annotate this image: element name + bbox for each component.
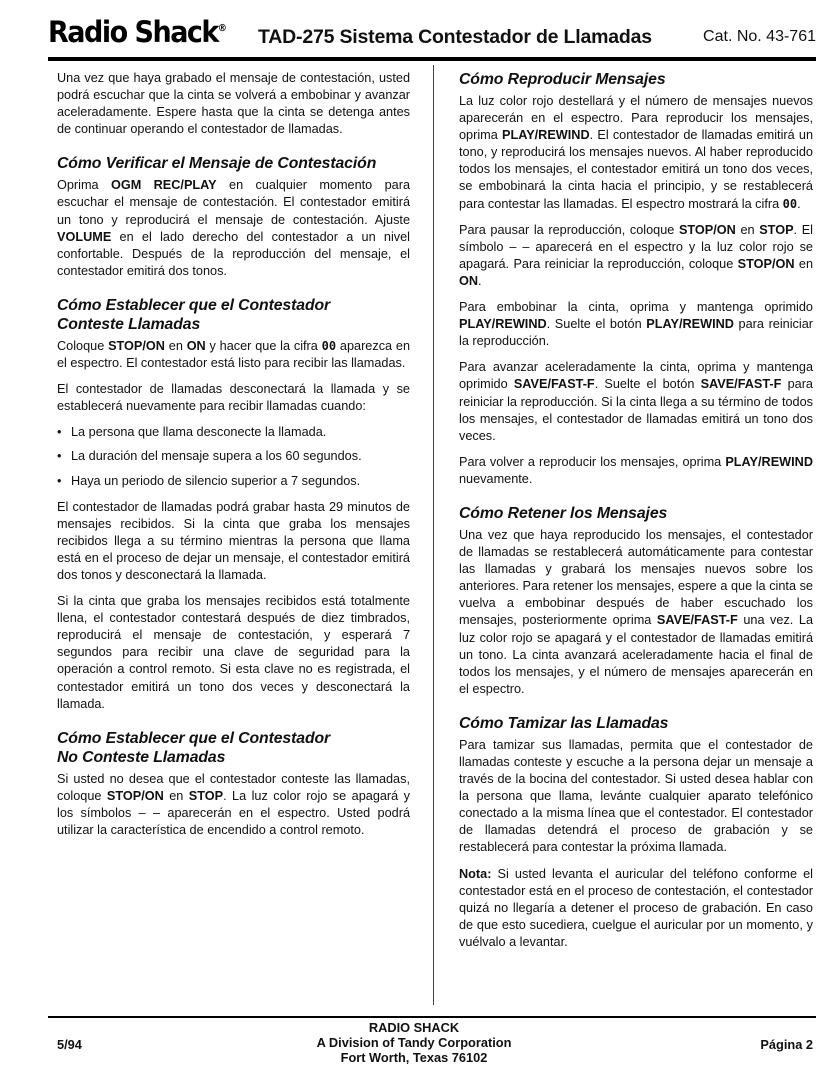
footer-date: 5/94: [57, 1037, 82, 1052]
footer-rule: [48, 1016, 816, 1018]
text: Para volver a reproducir los mensajes, oprima: [459, 454, 726, 469]
retener-paragraph: [459, 527, 813, 698]
key-label: STOP/ON: [106, 788, 164, 803]
heading-line: Cómo Establecer que el Contestador: [57, 296, 331, 314]
tamizar-paragraph: Para tamizar sus llamadas, permita que el contestador de llamadas conteste y escuche a la persona dejar un mensaje a través de la bocina del contestador. Si usted desea hablar con la persona que llama, levánte cualquier aparato telefónico conectado a la misma línea que el contestador. El contestador de llamadas detendrá el proceso de grabación y se restablecerá para contestar la próxima llamada.: [459, 737, 813, 855]
text: Si usted levanta el auricular del teléfono conforme el contestador está en el proceso de contestación, el contestador quizá no llegaría a detener el proceso de grabación. En caso de que esto sucediera, cuelgue el auricular por un momento, y vuélvalo a levantar.: [459, 866, 813, 949]
text: en: [794, 256, 814, 271]
text: en: [164, 338, 187, 353]
text: Coloque: [57, 338, 109, 353]
text: Una vez que haya reproducido los mensajes, el contestador de llamadas se restablecerá automáticamente para contestar las llamadas y grabará los mensajes nuevos sobre los anteriores. Para retener los mensajes, espere a que la cinta se vuelva a embobinar después de haber escuchado los mensajes, posteriormente oprima: [459, 527, 813, 628]
text: .: [797, 196, 801, 211]
heading-verificar: Cómo Verificar el Mensaje de Contestación: [57, 155, 377, 173]
radio-shack-logo: [48, 16, 227, 49]
heading-no-conteste: [57, 729, 410, 767]
key-label: OGM REC/PLAY: [110, 178, 217, 193]
registered-mark: ®: [217, 23, 227, 35]
key-label: SAVE/FAST-F: [700, 377, 782, 392]
text: Oprima: [57, 178, 111, 193]
text: Para avanzar aceleradamente la cinta, oprima y mantenga oprimido: [459, 360, 813, 392]
heading-retener: Cómo Retener los Mensajes: [459, 504, 668, 522]
key-label: PLAY/REWIND: [501, 128, 590, 143]
heading-line: Conteste Llamadas: [57, 315, 201, 333]
no-conteste-paragraph: [57, 771, 410, 839]
catalog-number: Cat. No. 43-761: [703, 28, 816, 45]
footer-company-block: [264, 1020, 564, 1065]
conteste-paragraph: [57, 338, 410, 372]
text: Si usted no desea que el contestador conteste las llamadas, coloque: [57, 771, 410, 803]
key-label: SAVE/FAST-F: [656, 613, 738, 628]
embobinar-paragraph: [459, 299, 813, 350]
heading-line: Cómo Establecer que el Contestador: [57, 729, 331, 747]
key-label: PLAY/REWIND: [725, 454, 813, 469]
footer-division: A Division of Tandy Corporation: [316, 1035, 512, 1050]
note-label: Nota:: [459, 866, 492, 881]
header-rule: [48, 57, 816, 61]
avanzar-paragraph: [459, 359, 813, 444]
heading-conteste: [57, 296, 410, 334]
key-label: STOP/ON: [678, 222, 736, 237]
text: nuevamente.: [459, 471, 533, 486]
column-divider: [433, 65, 434, 1005]
key-label: STOP: [188, 788, 224, 803]
list-item: • Haya un periodo de silencio superior a 7 segundos.: [57, 473, 410, 490]
text: en: [163, 788, 189, 803]
key-label: STOP/ON: [108, 338, 165, 353]
conditions-list: [57, 424, 410, 489]
text: La luz color rojo destellará y el número de mensajes nuevos aparecerán en el espectro. Para reproducir los mensajes, oprima: [459, 94, 813, 143]
text: una vez. La luz color rojo se apagará y el contestador de llamadas emitirá un tono. La cinta avanzará aceleradamente hacia el final de todos los mensajes, y el número de mensajes aparecerán en el espectro.: [459, 613, 813, 696]
key-label: ON: [186, 338, 206, 353]
full-tape-paragraph: Si la cinta que graba los mensajes recibidos está totalmente llena, el contestador contestará después de diez timbrados, reproducirá el mensaje de contestación, y esperará 7 segundos para recibir una clave de seguridad para la operación a control remoto. Si esta clave no es registrada, el contestador emitirá un tono dos veces y desconectará la llamada.: [57, 594, 410, 711]
key-label: VOLUME: [57, 229, 112, 244]
pausar-paragraph: [459, 222, 813, 290]
desconectara-paragraph: El contestador de llamadas desconectará la llamada y se establecerá nuevamente para recibir llamadas cuando:: [57, 382, 410, 414]
capacity-paragraph: El contestador de llamadas podrá grabar hasta 29 minutos de mensajes recibidos. Si la cinta que graba los mensajes recibidos llega a su término mientras la persona que llama está en el proceso de dejar un mensaje, el contestador emitirá dos tonos y desconectará la llamada.: [57, 499, 410, 582]
reproducir-paragraph: [459, 93, 813, 213]
text: en el lado derecho del contestador a un nivel confortable. Después de la reproducción del mensaje, el contestador emitirá dos tonos.: [57, 229, 410, 278]
verificar-paragraph: [57, 177, 410, 280]
text: . El contestador de llamadas emitirá un tono, y reproducirá los mensajes nuevos. Al haber reproducido todos los mensajes, el contestador emitirá un tono dos veces, se embobinará la cinta hacia el principio, y se restablecerá para contestar las llamadas. El espectro mostrará la cifra: [459, 128, 813, 211]
text: para reiniciar la reproducción. Si la cinta llega a su término de todos los mensajes, el contestador de llamadas emitirá un tono dos veces.: [459, 377, 813, 443]
key-label: SAVE/FAST-F: [513, 377, 595, 392]
text: para reiniciar la reproducción.: [459, 317, 813, 349]
key-label: PLAY/REWIND: [646, 317, 734, 332]
text: y hacer que la cifra: [205, 338, 322, 353]
page-number: Página 2: [760, 1037, 813, 1052]
key-label: ON: [459, 273, 479, 288]
volver-paragraph: [459, 454, 813, 488]
text: . El símbolo – – aparecerá en el espectro y la luz color rojo se apagará. Para reiniciar la reproducción, coloque: [459, 222, 813, 271]
heading-reproducir: Cómo Reproducir Mensajes: [459, 71, 666, 88]
nota-paragraph: [459, 866, 813, 951]
footer-company: RADIO SHACK: [368, 1020, 460, 1035]
left-column: [57, 70, 410, 848]
text: aparezca en el espectro. El contestador está listo para recibir las llamadas.: [57, 338, 411, 371]
intro-paragraph: Una vez que haya grabado el mensaje de contestación, usted podrá escuchar que la cinta se volverá a embobinar y avanzar aceleradamente. Espere hasta que la cinta se detenga antes de continuar operando el contestador de llamadas.: [57, 71, 410, 137]
display-digits: 00: [782, 196, 798, 211]
text: en: [735, 222, 760, 237]
text: . Suelte el botón: [546, 317, 647, 332]
key-label: STOP: [759, 222, 794, 237]
text: . Suelte el botón: [594, 377, 701, 392]
footer-address: Fort Worth, Texas 76102: [340, 1050, 488, 1065]
right-column: [459, 70, 813, 960]
display-digits: 00: [321, 338, 337, 353]
document-title: TAD-275 Sistema Contestador de Llamadas: [258, 26, 652, 48]
text: Para pausar la reproducción, coloque: [459, 222, 679, 237]
list-item: • La duración del mensaje supera a los 60 segundos.: [57, 448, 410, 465]
list-item: • La persona que llama desconecte la llamada.: [57, 424, 410, 441]
logo-text: Radio Shack: [48, 16, 218, 50]
heading-line: No Conteste Llamadas: [57, 748, 226, 766]
key-label: STOP/ON: [737, 256, 795, 271]
key-label: PLAY/REWIND: [459, 317, 547, 332]
page-header: [48, 14, 816, 54]
heading-tamizar: Cómo Tamizar las Llamadas: [459, 714, 669, 732]
text: .: [478, 273, 482, 288]
text: en cualquier momento para escuchar el mensaje de contestación. El contestador emitirá un tono y reproducirá el mensaje de contestación. Ajuste: [57, 178, 410, 227]
text: Para embobinar la cinta, oprima y mantenga oprimido: [459, 300, 813, 315]
text: . La luz color rojo se apagará y los símbolos – – aparecerán en el espectro. Usted podrá utilizar la característica de encendido a control remoto.: [57, 788, 410, 837]
